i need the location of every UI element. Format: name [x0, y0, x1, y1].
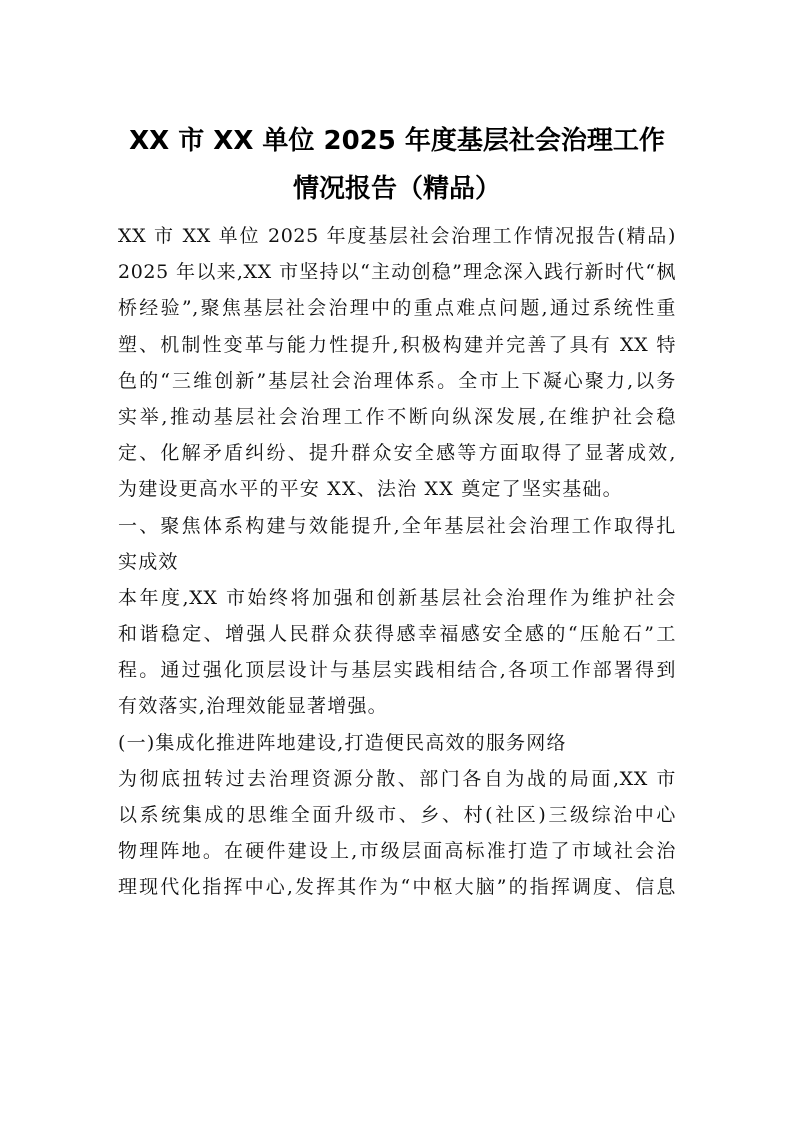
body-line: 实举,推动基层社会治理工作不断向纵深发展,在维护社会稳	[118, 405, 676, 428]
body-line: 和谐稳定、增强人民群众获得感幸福感安全感的“压舱石”工	[118, 623, 676, 646]
document-title-line-1: XX 市 XX 单位 2025 年度基层社会治理工作	[129, 126, 665, 156]
body-line: 2025 年以来,XX 市坚持以“主动创稳”理念深入践行新时代“枫	[118, 261, 676, 284]
body-line: 本年度,XX 市始终将加强和创新基层社会治理作为维护社会	[118, 586, 676, 609]
body-line: 桥经验”,聚焦基层社会治理中的重点难点问题,通过系统性重	[118, 297, 676, 320]
body-line: 为建设更高水平的平安 XX、法治 XX 奠定了坚实基础。	[118, 478, 623, 501]
body-line: 理现代化指挥中心,发挥其作为“中枢大脑”的指挥调度、信息	[118, 876, 676, 899]
section-heading-line: 一、聚焦体系构建与效能提升,全年基层社会治理工作取得扎	[118, 514, 676, 537]
body-line: 塑、机制性变革与能力性提升,积极构建并完善了具有 XX 特	[118, 333, 676, 356]
document-body	[118, 218, 676, 906]
body-line: 为彻底扭转过去治理资源分散、部门各自为战的局面,XX 市	[118, 767, 676, 790]
body-line: 色的“三维创新”基层社会治理体系。全市上下凝心聚力,以务	[118, 369, 676, 392]
body-line: 物理阵地。在硬件建设上,市级层面高标准打造了市域社会治	[118, 840, 676, 863]
document-title-line-2: 情况报告（精品）	[292, 174, 501, 204]
body-line: 定、化解矛盾纠纷、提升群众安全感等方面取得了显著成效,	[118, 442, 676, 465]
body-line: XX 市 XX 单位 2025 年度基层社会治理工作情况报告(精品)	[118, 225, 676, 247]
subsection-heading-line: (一)集成化推进阵地建设,打造便民高效的服务网络	[118, 731, 567, 754]
body-line: 有效落实,治理效能显著增强。	[118, 695, 388, 718]
section-heading-line: 实成效	[118, 550, 179, 573]
body-line: 程。通过强化顶层设计与基层实践相结合,各项工作部署得到	[118, 659, 676, 682]
body-line: 以系统集成的思维全面升级市、乡、村(社区)三级综治中心	[118, 804, 676, 826]
